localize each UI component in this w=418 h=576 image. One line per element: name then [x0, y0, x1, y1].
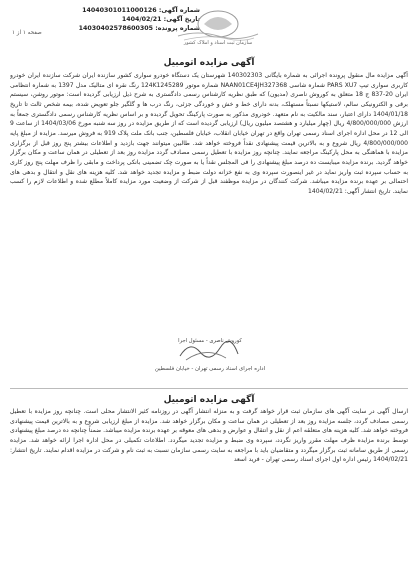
- notice1-body: آگهی مزایده مال منقول پرونده اجرائی به شماره بایگانی 140302303 شهرستان یک دستگاه خودرو سواری کشور سازنده ایران شرکت سازنده ایران خودرو کاربری سواری تیپ PARS XU7 شماره شاسی NAAN01CE4JH327368 شماره موتور 124K1245289 رنگ نقره ای متالیک مدل 1397 به شماره انتظامی ایران 20-837 ج 18 متعلق به کوروش ناصری (مدیون) که طبق نظریه کارشناس رسمی دادگستری به شرح ذیل ارزیابی گردیده است: موتور روشن، سیستم برقی و الکترونیکی سالم، لاستیکها نسبتاً مستهلک، بدنه دارای خط و خش و خوردگی جزئی، رنگ درب ها و گلگیر جلو تعویض شده، بیمه شخص ثالث تا تاریخ 1404/01/18 دارای اعتبار، سند مالکیت به نام متعهد. خودروی مذکور به صورت پارکینگ تحویل گردیده و بر اساس نظریه کارشناس رسمی دادگستری جمعاً به ارزش 4/800/000/000 ریال (چهار میلیارد و هشتصد میلیون ریال) ارزیابی گردیده است که از طریق مزایده در روز سه شنبه مورخ 1404/03/06 از ساعت 9 الی 12 در محل اداره اجرای اسناد رسمی تهران واقع در تهران خیابان انقلاب، خیابان فلسطین، جنب بانک ملت پلاک 919 به فروش میرسد. مزایده از مبلغ پایه 4/800/000/000 ریال شروع و به بالاترین قیمت پیشنهادی نقداً فروخته خواهد شد. طالبین میتوانند جهت بازدید و اطلاعات بیشتر پنج روز قبل از برگزاری مزایده با هماهنگی به محل پارکینگ مراجعه نمایند. چنانچه روز مزایده با تعطیل رسمی مصادف گردد مزایده روز بعد از تعطیلی در همان ساعت و مکان برگزار خواهد گردید. برنده مزایده میبایست ده درصد مبلغ پیشنهادی را فی المجلس نقداً یا به صورت چک تضمینی بانکی پرداخت و مابقی را ظرف مهلت پنج روز کاری به حساب سپرده ثبت واریز نماید در غیر اینصورت سپرده وی به نفع خزانه دولت ضبط و مزایده تجدید خواهد شد. کلیه هزینه های نقل و انتقال و بدهی های احتمالی بر عهده برنده مزایده میباشد. شرکت کنندگان در مزایده موظفند قبل از شرکت از وضعیت مورد مزایده کاملاً مطلع شده و اطلاعات لازم را کسب نمایند. تاریخ انتشار آگهی: 1404/02/21: [10, 72, 408, 195]
- logo-caption: سازمان ثبت اسناد و املاک کشور: [183, 40, 253, 46]
- notice2-title: آگهی مزایده اتومبیل: [163, 395, 255, 405]
- section-divider: [10, 388, 408, 389]
- office-address: اداره اجرای اسناد رسمی تهران - خیابان فلسطین: [154, 366, 266, 372]
- notice2-body: ارسال آگهی در سایت آگهی های سازمان ثبت قرار خواهد گرفت و به منزله انتشار آگهی در روزنامه کثیر الانتشار محلی است. چنانچه روز مزایده با تعطیل رسمی مصادف گردد، جلسه مزایده روز بعد از تعطیلی در همان ساعت و مکان برگزار خواهد شد. مزایده از مبلغ ارزیابی شروع و به بالاترین قیمت پیشنهادی فروخته خواهد شد. کلیه هزینه های متعلقه اعم از نقل و انتقال و عوارض و بدهی های معوقه بر عهده برنده مزایده میباشد. ضمناً چنانچه ده درصد مبلغ پیشنهادی توسط برنده مزایده ظرف مهلت مقرر واریز نگردد، سپرده وی ضبط و مزایده تجدید میگردد. اطلاعات تکمیلی در محل اداره اجرا ارائه خواهد شد. مزایده رسمی از طریق سامانه ثبت برگزار میگردد و متقاضیان باید با مراجعه به سایت رسمی سازمان نسبت به ثبت نام و شرکت در مزایده اقدام نمایند. تاریخ انتشار: 1404/02/21 رئیس اداره اول اجرای اسناد رسمی تهران - فرید اسعد: [10, 408, 408, 464]
- signatory-names: کوروش ناصری - مسئول اجرا: [178, 338, 242, 344]
- notice1-title: آگهی مزایده اتومبیل: [163, 58, 255, 68]
- signature-block: [0, 336, 418, 380]
- notice-date: تاریخ آگهی: 1404/02/21: [121, 16, 200, 23]
- notice-number: شماره آگهی: 14040301011000126: [82, 7, 200, 14]
- file-number: شماره پرونده: 14030402578600305: [78, 25, 200, 32]
- page-number: صفحه ۱ از ۱: [12, 30, 42, 36]
